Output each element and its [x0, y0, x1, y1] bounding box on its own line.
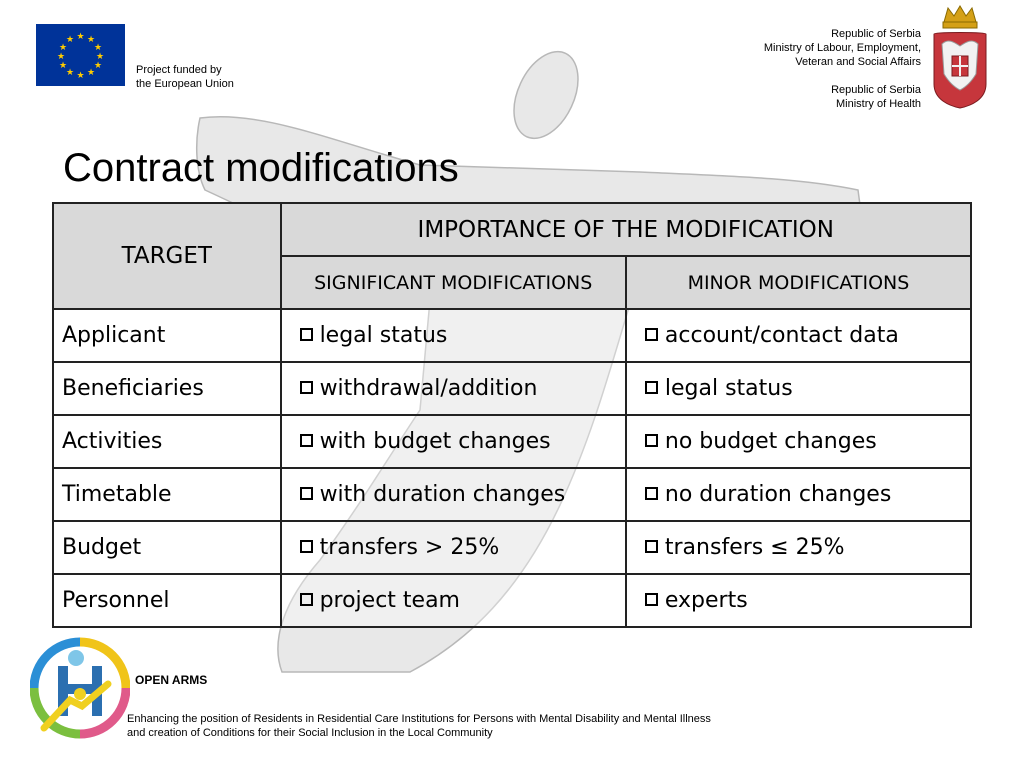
- svg-text:★: ★: [56, 52, 66, 62]
- cell-text: legal status: [664, 376, 793, 401]
- significant-cell: [281, 415, 626, 468]
- svg-text:★: ★: [58, 61, 68, 71]
- table-row: [53, 468, 971, 521]
- page-title: Contract modifications: [63, 146, 459, 190]
- eu-text-line: the European Union: [136, 78, 234, 90]
- footer-text: [127, 712, 711, 740]
- checkbox-icon: [645, 487, 658, 500]
- ministry-line: Ministry of Health: [836, 98, 921, 110]
- cell-text: transfers > 25%: [319, 535, 500, 560]
- serbia-coat-of-arms-icon: [930, 4, 990, 110]
- minor-cell: [626, 362, 971, 415]
- program-name: OPEN ARMS: [135, 673, 208, 687]
- svg-text:★: ★: [95, 52, 105, 62]
- target-cell: Budget: [53, 521, 281, 574]
- ministry-line: Ministry of Labour, Employment,: [763, 42, 921, 54]
- footer-line: and creation of Conditions for their Social Inclusion in the Local Community: [127, 727, 493, 739]
- checkbox-icon: [300, 487, 313, 500]
- cell-text: no duration changes: [664, 482, 892, 507]
- target-header: TARGET: [53, 203, 281, 309]
- checkbox-icon: [300, 328, 313, 341]
- svg-text:★: ★: [65, 35, 75, 45]
- cell-text: with duration changes: [319, 482, 566, 507]
- table-row: [53, 415, 971, 468]
- minor-cell: [626, 521, 971, 574]
- eu-flag-icon: [36, 24, 125, 86]
- footer-line: Enhancing the position of Residents in Residential Care Institutions for Persons with Mental Disability and Mental Illness: [127, 713, 711, 725]
- target-cell: Activities: [53, 415, 281, 468]
- svg-text:★: ★: [76, 32, 85, 42]
- svg-text:★: ★: [58, 43, 68, 53]
- svg-text:★: ★: [76, 71, 85, 81]
- ministry-text: [764, 27, 921, 111]
- checkbox-icon: [645, 381, 658, 394]
- table-row: [53, 521, 971, 574]
- cell-text: account/contact data: [664, 323, 899, 348]
- importance-header: IMPORTANCE OF THE MODIFICATION: [281, 203, 971, 256]
- cell-text: withdrawal/addition: [319, 376, 538, 401]
- open-arms-logo-icon: [30, 636, 130, 742]
- minor-cell: [626, 574, 971, 627]
- eu-funding-text: [136, 63, 234, 91]
- target-cell: Timetable: [53, 468, 281, 521]
- cell-text: experts: [664, 588, 748, 613]
- target-cell: Applicant: [53, 309, 281, 362]
- checkbox-icon: [645, 593, 658, 606]
- svg-text:★: ★: [86, 35, 96, 45]
- svg-text:★: ★: [93, 61, 103, 71]
- minor-cell: [626, 468, 971, 521]
- checkbox-icon: [300, 434, 313, 447]
- cell-text: transfers ≤ 25%: [664, 535, 845, 560]
- table-row: [53, 309, 971, 362]
- significant-cell: [281, 362, 626, 415]
- contract-modifications-table: [52, 202, 972, 628]
- table-row: [53, 574, 971, 627]
- significant-header: SIGNIFICANT MODIFICATIONS: [281, 256, 626, 309]
- svg-text:★: ★: [86, 68, 96, 78]
- cell-text: with budget changes: [319, 429, 551, 454]
- cell-text: legal status: [319, 323, 448, 348]
- target-cell: Beneficiaries: [53, 362, 281, 415]
- cell-text: project team: [319, 588, 460, 613]
- svg-text:★: ★: [65, 68, 75, 78]
- ministry-line: Republic of Serbia: [831, 28, 921, 40]
- checkbox-icon: [645, 328, 658, 341]
- ministry-line: Veteran and Social Affairs: [795, 56, 921, 68]
- table-row: [53, 362, 971, 415]
- checkbox-icon: [645, 540, 658, 553]
- target-cell: Personnel: [53, 574, 281, 627]
- minor-header: MINOR MODIFICATIONS: [626, 256, 971, 309]
- checkbox-icon: [300, 593, 313, 606]
- svg-text:★: ★: [93, 43, 103, 53]
- ministry-line: Republic of Serbia: [831, 84, 921, 96]
- minor-cell: [626, 415, 971, 468]
- eu-text-line: Project funded by: [136, 64, 222, 76]
- checkbox-icon: [300, 540, 313, 553]
- significant-cell: [281, 574, 626, 627]
- checkbox-icon: [300, 381, 313, 394]
- minor-cell: [626, 309, 971, 362]
- cell-text: no budget changes: [664, 429, 877, 454]
- significant-cell: [281, 468, 626, 521]
- significant-cell: [281, 309, 626, 362]
- significant-cell: [281, 521, 626, 574]
- checkbox-icon: [645, 434, 658, 447]
